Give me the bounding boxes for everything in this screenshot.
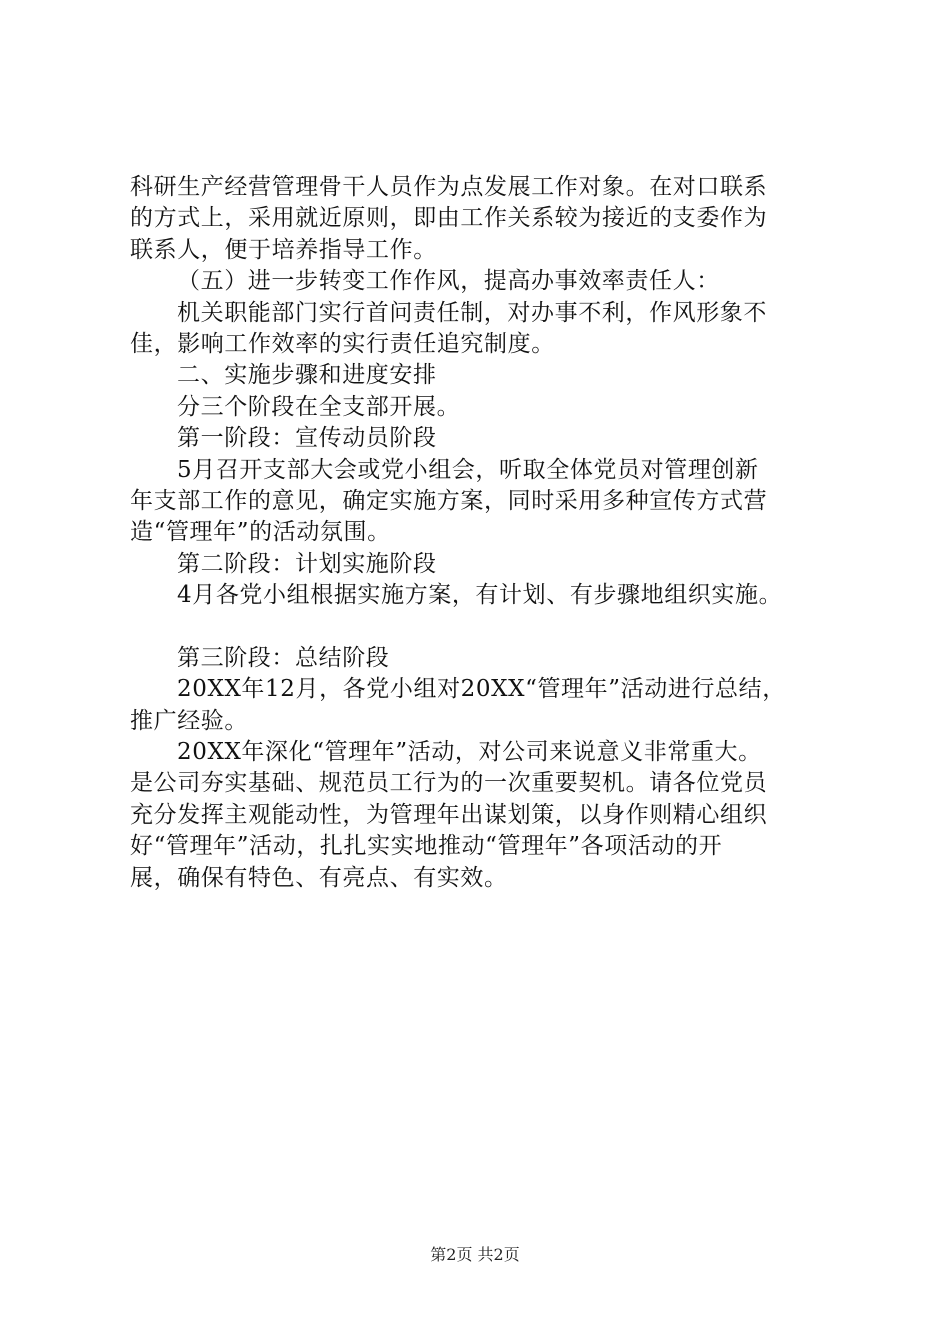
paragraph-line: 的方式上，采用就近原则，即由工作关系较为接近的支委作为 bbox=[130, 205, 768, 232]
paragraph-line: 佳，影响工作效率的实行责任追究制度。 bbox=[130, 330, 555, 357]
paragraph-line: 科研生产经营管理骨干人员作为点发展工作对象。在对口联系 bbox=[130, 174, 768, 200]
paragraph-line: 充分发挥主观能动性，为管理年出谋划策，以身作则精心组织 bbox=[130, 801, 768, 828]
paragraph-line: 20XX年深化“管理年”活动，对公司来说意义非常重大。 bbox=[177, 739, 762, 766]
paragraph-line: 5月召开支部大会或党小组会，听取全体党员对管理创新 bbox=[177, 456, 759, 483]
paragraph-line: 分三个阶段在全支部开展。 bbox=[177, 393, 461, 420]
paragraph-line: 联系人，便于培养指导工作。 bbox=[130, 236, 437, 263]
stage-heading: 第三阶段：总结阶段 bbox=[177, 644, 390, 671]
blank-line bbox=[130, 611, 830, 642]
paragraph-line: 展，确保有特色、有亮点、有实效。 bbox=[130, 864, 508, 891]
stage-heading: 第一阶段：宣传动员阶段 bbox=[177, 425, 437, 452]
paragraph-line: 好“管理年”活动，扎扎实实地推动“管理年”各项活动的开 bbox=[130, 833, 723, 860]
paragraph-line: 4月各党小组根据实施方案，有计划、有步骤地组织实施。 bbox=[177, 582, 783, 609]
page-footer: 第2页 共2页 bbox=[430, 1245, 520, 1264]
document-body bbox=[130, 172, 830, 894]
stage-heading: 第二阶段：计划实施阶段 bbox=[177, 550, 437, 577]
section-heading: 二、实施步骤和进度安排 bbox=[177, 362, 437, 389]
paragraph-line: 机关职能部门实行首问责任制，对办事不利，作风形象不 bbox=[177, 299, 767, 326]
paragraph-line: 造“管理年”的活动氛围。 bbox=[130, 519, 391, 546]
paragraph-line: 20XX年12月，各党小组对20XX“管理年”活动进行总结， bbox=[177, 676, 786, 703]
section-heading: （五）进一步转变工作作风，提高办事效率责任人： bbox=[177, 268, 720, 295]
paragraph-line: 推广经验。 bbox=[130, 707, 248, 734]
paragraph-line: 年支部工作的意见，确定实施方案，同时采用多种宣传方式营 bbox=[130, 487, 768, 514]
paragraph-line: 是公司夯实基础、规范员工行为的一次重要契机。请各位党员 bbox=[130, 770, 768, 797]
